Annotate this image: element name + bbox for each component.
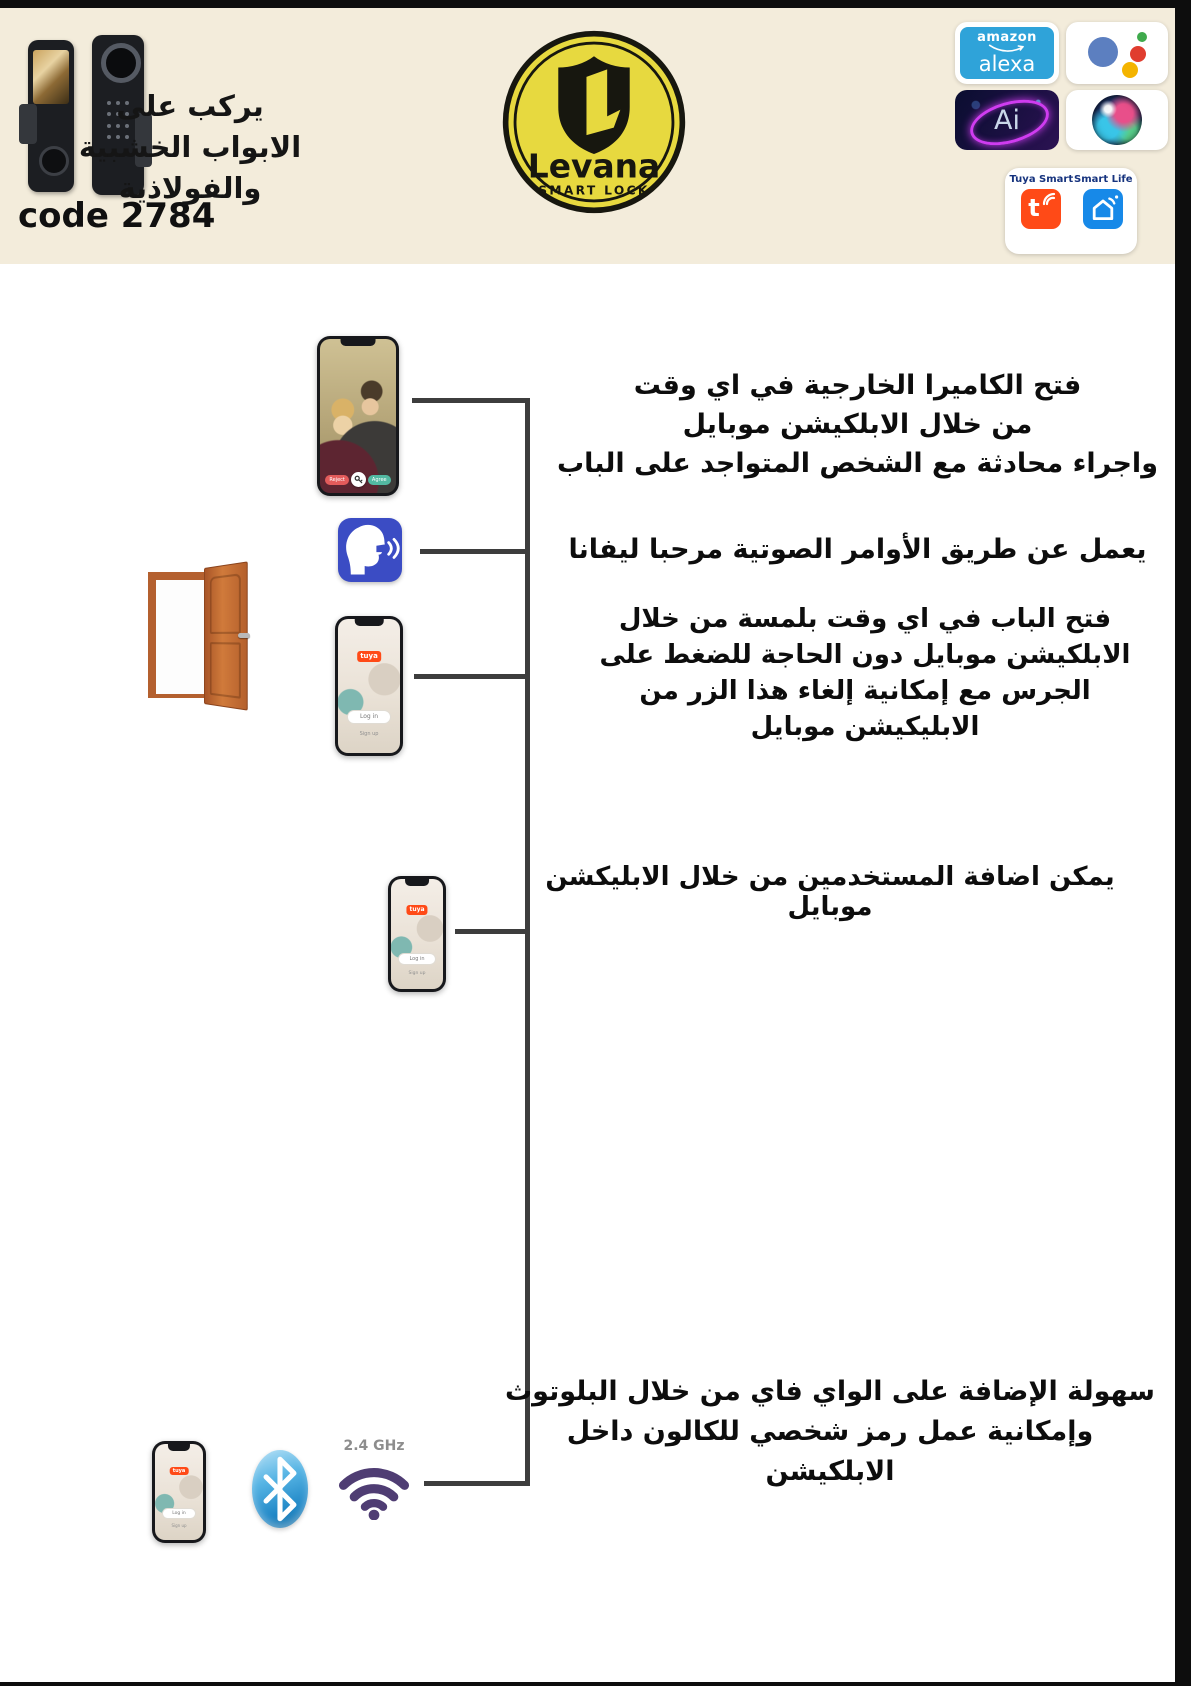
phone-video-call [317,336,399,496]
tuya-logo: tuya [357,651,381,661]
tuya-signal-icon [1042,192,1058,206]
ai-icon [955,90,1059,150]
right-black-border [1175,0,1191,1686]
amazon-alexa-icon [955,22,1059,84]
unlock-key-button [351,472,366,487]
wifi-icon-box [324,1436,424,1526]
phone-tuya-app-small: tuya Log in Sign up [152,1441,206,1543]
tuya-smart-label: Tuya Smart [1009,174,1074,185]
agree-call-button: Agree [368,475,391,485]
feature-wifi-setup-text: سهولة الإضافة على الواي فاي من خلال البلوتوث وإمكانية عمل رمز شخصي للكالون داخل الابلكيشن [505,1376,1155,1487]
feature-add-users-text: يمكن اضافة المستخدمين من خلال الابليكشن موبايل [545,862,1115,922]
logo-tagline-text: SMART LOCK [538,183,650,198]
tuya-smartlife-card [1005,168,1137,254]
login-button: Log in [347,710,392,724]
logo-brand-text: Levana [527,146,661,186]
bottom-black-border [0,1682,1191,1686]
header-band [0,8,1175,264]
smart-life-label: Smart Life [1074,174,1133,185]
smart-life-app-icon [1083,189,1123,229]
connector-branch-voice [420,549,530,554]
siri-icon [1066,90,1168,150]
phone-tuya-app-medium: tuya Log in Sign up [388,876,446,992]
amazon-smile-icon [986,44,1028,52]
tuya-app-icon: t [1021,189,1061,229]
voice-command-icon [338,518,402,582]
tuya-login-screen [338,619,400,753]
signup-link: Sign up [359,730,379,737]
google-assistant-icon [1066,22,1168,84]
wifi-band-label: 2.4 GHz [343,1438,405,1454]
connector-branch-door [414,674,530,679]
fits-doors-line1: يركب على [116,89,264,123]
wifi-icon [330,1454,418,1520]
phone-notch [341,339,376,346]
levana-logo [500,28,688,216]
key-icon [354,475,363,484]
ai-label: Ai [994,104,1020,136]
connector-branch-users [455,929,530,934]
door-handle [238,633,250,638]
alexa-wordmark: alexa [978,52,1036,76]
siri-orb [1092,95,1142,145]
fits-doors-line2: الابواب الخشبية والفولاذية [78,130,302,205]
top-black-border [0,0,1191,8]
lock-doorbell-ring [101,43,141,83]
fits-doors-text [30,86,350,209]
bluetooth-icon [252,1450,308,1528]
feature-voice-text: يعمل عن طريق الأوامر الصوتية مرحبا ليفانا [568,534,1147,565]
amazon-wordmark: amazon [977,30,1037,45]
connector-branch-camera [412,398,530,403]
video-call-screen [320,339,396,493]
call-controls [320,472,396,487]
feature-touch-open-text: فتح الباب في اي وقت بلمسة من خلال الابلكيشن موبايل دون الحاجة للضغط على الجرس مع إمكانية إلغاء هذا الزر من الابليكيشن موبايل [599,604,1131,742]
feature-camera-text: فتح الكاميرا الخارجية في اي وقت من خلال الابلكيشن موبايل واجراء محادثة مع الشخص المتواجد على الباب [557,370,1158,479]
phone-tuya-app-large [335,616,403,756]
reject-call-button: Reject [325,475,349,485]
connector-trunk [525,398,530,1486]
product-code: code 2784 [18,196,216,236]
